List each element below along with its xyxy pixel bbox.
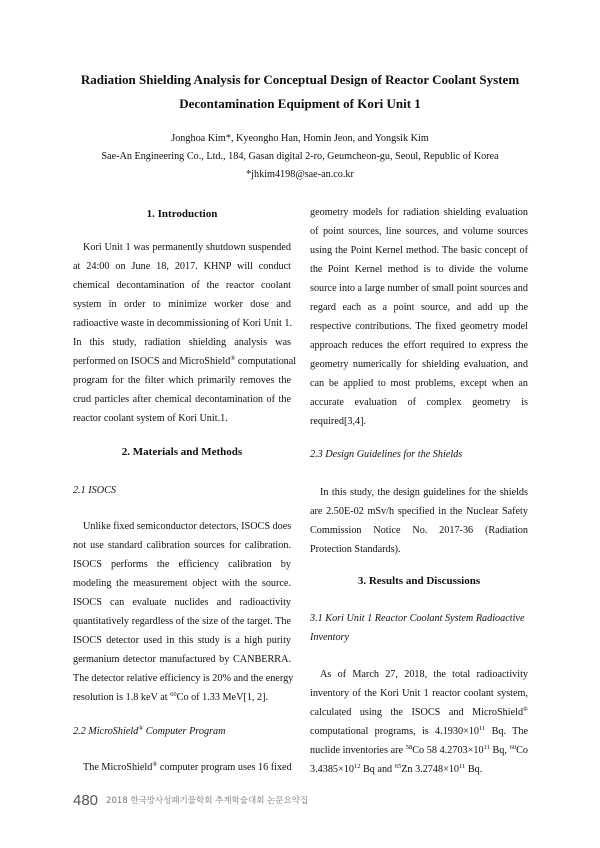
body-line: accurate evaluation of complex geometry is: [310, 397, 528, 408]
body-line: regard each as a point source, and add up the: [310, 302, 528, 313]
page-footer: [73, 791, 308, 809]
inventory-heading-line-2: Inventory: [310, 632, 350, 643]
isocs-line: ISOCS detector used in this study is a high purity: [73, 635, 291, 646]
body-line: using the Point Kernel method. The basic concept of: [310, 245, 528, 256]
intro-line: radioactive waste in decommissioning of Kori Unit 1.: [73, 318, 292, 329]
intro-line: system in order to minimize worker dose and: [73, 299, 291, 310]
paper-title-line-1: Radiation Shielding Analysis for Conceptual Design of Reactor Coolant System: [80, 72, 520, 87]
microshield-heading: 2.2 MicroShield® Computer Program: [73, 725, 226, 737]
email: *jhkim4198@sae-an.co.kr: [246, 169, 354, 180]
isocs-line: Unlike fixed semiconductor detectors, ISOCS does: [83, 521, 292, 532]
design-line: In this study, the design guidelines for the shields: [320, 487, 528, 498]
inventory-line: As of March 27, 2018, the total radioactivity: [320, 669, 528, 680]
isocs-line: resolution is 1.8 keV at $^{60}$Co of 1.33 MeV[1, 2].: [73, 691, 269, 703]
intro-line: performed on ISOCS and MicroShield® computational: [73, 355, 297, 367]
body-line: the Point Kernel method is to divide the volume: [310, 264, 528, 275]
inventory-line: inventory of the Kori Unit 1 reactor coolant system,: [310, 688, 528, 699]
body-line: source into a large number of small point sources and: [310, 283, 528, 294]
isocs-line: The detector relative efficiency is 20% and the energy: [73, 673, 294, 684]
materials-heading: 2. Materials and Methods: [121, 446, 243, 458]
body-line: approach reduces the effort required to express the: [310, 340, 528, 351]
paper-title-line-2: Decontamination Equipment of Kori Unit 1: [179, 96, 421, 111]
results-heading: 3. Results and Discussions: [357, 575, 481, 587]
inventory-line: nuclide inventories are $^{58}$Co 58 $4.2703\times 10^{11}$ Bq, $^{60}$Co: [310, 744, 529, 756]
intro-line: Kori Unit 1 was permanently shutdown suspended: [83, 242, 291, 253]
authors: Jonghoa Kim*, Kyeongho Han, Homin Jeon, and Yongsik Kim: [171, 133, 429, 144]
intro-heading: 1. Introduction: [146, 208, 218, 220]
isocs-line: quantitatively regardless of the size of the target. The: [73, 616, 291, 627]
inventory-line: calculated using the ISOCS and MicroShield®: [310, 706, 528, 718]
affiliation: Sae-An Engineering Co., Ltd., 184, Gasan digital 2-ro, Geumcheon-gu, Seoul, Republic of Korea: [101, 151, 499, 162]
isocs-line: ISOCS can evaluate nuclides and radioactivity: [73, 597, 291, 608]
intro-line: In this study, radiation shielding analysis was: [73, 337, 291, 348]
intro-line: chemical decontamination of the reactor coolant: [73, 280, 291, 291]
design-line: Protection Standards).: [310, 544, 401, 555]
conference-name: 2018 한국방사성폐기물학회 추계학술대회 논문요약집: [106, 796, 309, 807]
inventory-heading-line-1: 3.1 Kori Unit 1 Reactor Coolant System Radioactive: [310, 613, 525, 624]
microshield-line: The MicroShield® computer program uses 16 fixed: [83, 761, 292, 773]
intro-line: crud particles after chemical decontamination of the: [73, 394, 291, 405]
isocs-line: ISOCS performs the efficiency calibration by: [73, 559, 291, 570]
intro-line: at 24:00 on June 18, 2017. KHNP will conduct: [73, 261, 291, 272]
body-line: geometry numerically for shielding evaluation, and: [310, 359, 528, 370]
body-line: can be applied to most problems, except when an: [310, 378, 528, 389]
design-heading: 2.3 Design Guidelines for the Shields: [310, 449, 463, 460]
inventory-line: $3.4385\times 10^{12}$ Bq and $^{65}$Zn $3.2748\times 10^{11}$ Bq.: [310, 763, 483, 775]
body-line: geometry models for radiation shielding evaluation: [310, 207, 528, 218]
intro-line: reactor coolant system of Kori Unit.1.: [73, 413, 228, 424]
design-line: Commission Notice No. 2017-36 (Radiation: [310, 525, 528, 536]
isocs-line: modeling the measurement object with the source.: [73, 578, 291, 589]
body-line: of point sources, line sources, and volume sources: [310, 226, 528, 237]
body-line: required[3,4].: [310, 416, 367, 427]
isocs-line: not use standard calibration sources for calibration.: [73, 540, 291, 551]
design-line: are 2.50E-02 mSv/h specified in the Nuclear Safety: [310, 506, 528, 517]
isocs-line: germanium detector manufactured by CANBERRA.: [73, 654, 291, 665]
body-line: respective contributions. The fixed geometry model: [310, 321, 528, 332]
page-number: 480: [73, 791, 99, 809]
inventory-line: computational programs, is $4.1930\times 10^{11}$ Bq. The: [310, 725, 529, 737]
isocs-heading: 2.1 ISOCS: [73, 485, 117, 496]
intro-line: program for the filter which primarily removes the: [73, 375, 291, 386]
